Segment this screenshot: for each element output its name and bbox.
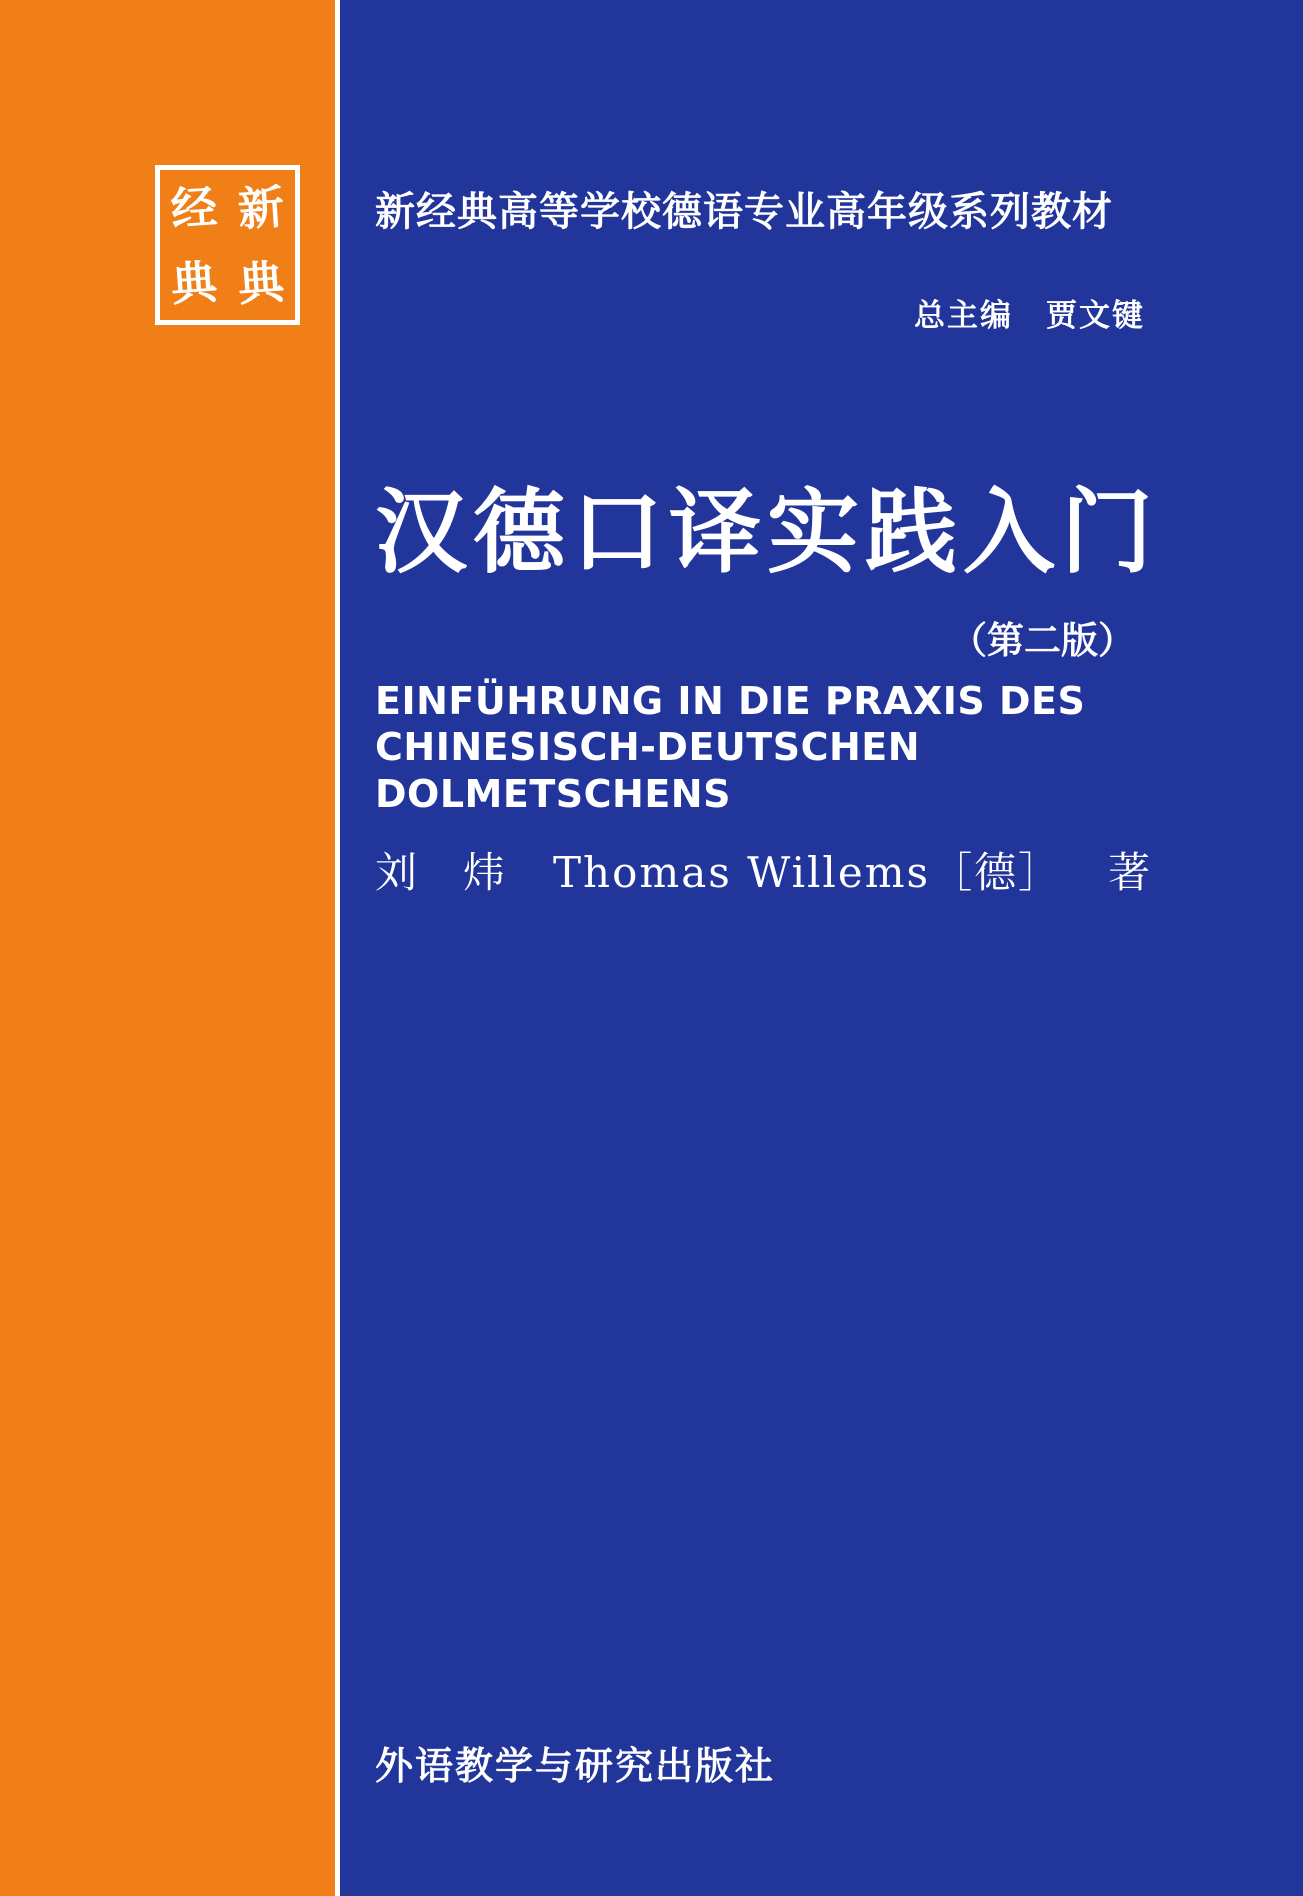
seal-char-top-left: 经 xyxy=(168,178,219,237)
series-title: 新经典高等学校德语专业高年级系列教材 xyxy=(375,189,1113,235)
publisher-name: 外语教学与研究出版社 xyxy=(375,1744,776,1788)
edition-label: （第二版） xyxy=(950,619,1135,662)
author-german: Thomas Willems xyxy=(553,848,931,897)
authors-line xyxy=(375,840,1175,900)
subtitle-line-2: CHINESISCH-DEUTSCHEN DOLMETSCHENS xyxy=(375,725,921,816)
seal-char-bottom-right: 典 xyxy=(236,253,287,312)
page-title: 汉德口译实践入门 xyxy=(375,479,1160,586)
subtitle-german xyxy=(375,678,1195,817)
series-seal-logo xyxy=(155,165,300,325)
author-role: 著 xyxy=(1108,848,1153,897)
seal-char-bottom-left: 典 xyxy=(168,253,219,312)
author-chinese: 刘 炜 xyxy=(375,848,508,897)
white-divider-rule xyxy=(335,0,340,1896)
author-country-marker: ［德］ xyxy=(930,848,1063,897)
seal-char-top-right: 新 xyxy=(236,178,287,237)
subtitle-line-1: EINFÜHRUNG IN DIE PRAXIS DES xyxy=(375,679,1086,723)
seal-characters xyxy=(160,170,295,320)
chief-editor-line: 总主编 贾文键 xyxy=(914,298,1145,334)
